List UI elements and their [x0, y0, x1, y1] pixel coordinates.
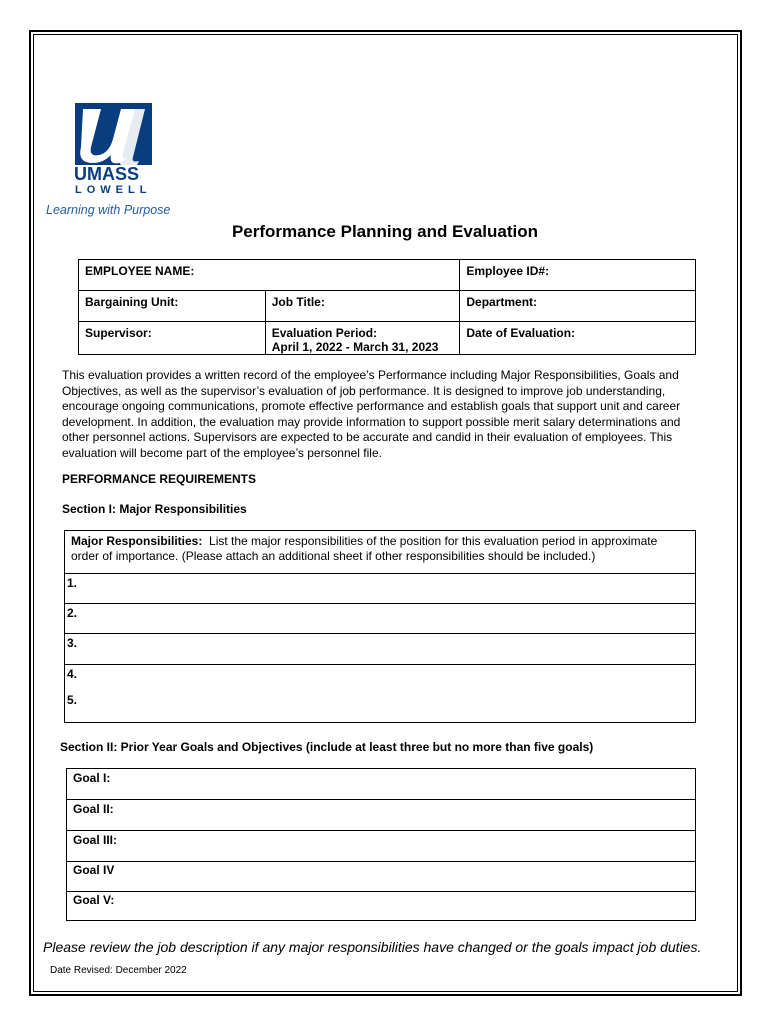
major-responsibilities-box: [64, 530, 696, 723]
responsibility-row-5[interactable]: [65, 691, 695, 722]
goal-row-1[interactable]: Goal I:: [73, 771, 111, 785]
responsibility-number: 3.: [67, 636, 78, 650]
date-revised: Date Revised: December 2022: [50, 965, 187, 976]
logo-mark-icon: [75, 103, 152, 165]
date-of-evaluation-cell[interactable]: Date of Evaluation:: [460, 322, 696, 355]
responsibility-number: 4.: [67, 667, 78, 681]
logo-wordmark: UMASS: [74, 164, 140, 184]
intro-text-line2: order of importance. (Please attach an additional sheet if other responsibilities should be included.): [71, 549, 596, 563]
logo-tagline: Learning with Purpose: [46, 203, 171, 217]
divider: [67, 799, 695, 800]
responsibility-row-2[interactable]: [65, 603, 695, 634]
responsibility-row-3[interactable]: [65, 633, 695, 664]
responsibility-number: 5.: [67, 693, 78, 707]
umass-lowell-logo: [46, 101, 196, 221]
goal-row-2[interactable]: Goal II:: [73, 802, 114, 816]
responsibility-number: 2.: [67, 606, 78, 620]
department-cell[interactable]: Department:: [460, 291, 696, 322]
responsibility-row-4[interactable]: [65, 664, 695, 691]
goals-box: [66, 768, 696, 921]
goal-row-5[interactable]: Goal V:: [73, 893, 115, 907]
employee-info-table: [78, 259, 696, 355]
section-2-heading: Section II: Prior Year Goals and Objectives (include at least three but no more than five goals): [60, 740, 594, 754]
intro-line: development. In addition, the evaluation may provide information to support possible merit salary determinations and: [62, 414, 681, 429]
evaluation-period-label: Evaluation Period:: [271, 326, 378, 340]
intro-line: evaluation will become part of the employee’s personnel file.: [62, 445, 382, 460]
performance-requirements-heading: PERFORMANCE REQUIREMENTS: [62, 472, 257, 486]
major-responsibilities-intro: [71, 534, 689, 564]
footer-note: Please review the job description if any major responsibilities have changed or the goals impact job duties.: [43, 939, 702, 955]
supervisor-cell[interactable]: Supervisor:: [79, 322, 266, 355]
evaluation-period-value: April 1, 2022 - March 31, 2023: [271, 340, 439, 354]
divider: [67, 861, 695, 862]
divider: [67, 830, 695, 831]
section-1-heading: Section I: Major Responsibilities: [62, 502, 247, 516]
intro-line: Objectives, as well as the supervisor’s evaluation of job performance. It is designed to improve job understanding,: [62, 383, 666, 398]
intro-line: encourage ongoing communications, promote effective performance and establish goals that support unit and career: [62, 399, 681, 413]
intro-line: other personnel actions. Supervisors are expected to be accurate and candid in their evaluation of employees. This: [62, 430, 673, 444]
responsibility-number: 1.: [67, 576, 78, 590]
employee-id-cell[interactable]: Employee ID#:: [460, 260, 696, 291]
divider: [67, 891, 695, 892]
responsibility-row-1[interactable]: [65, 573, 695, 604]
page-title: Performance Planning and Evaluation: [231, 222, 539, 241]
job-title-cell[interactable]: Job Title:: [265, 291, 460, 322]
intro-paragraph: [62, 368, 722, 461]
employee-name-cell[interactable]: EMPLOYEE NAME:: [79, 260, 460, 291]
goal-row-4[interactable]: Goal IV: [73, 863, 115, 877]
intro-line: This evaluation provides a written record of the employee’s Performance including Major Responsibilities, Goals and: [62, 368, 679, 382]
goal-row-3[interactable]: Goal III:: [73, 833, 118, 847]
evaluation-period-cell: [265, 322, 460, 355]
major-responsibilities-label: Major Responsibilities:: [71, 534, 203, 548]
bargaining-unit-cell[interactable]: Bargaining Unit:: [79, 291, 266, 322]
logo-subword: LOWELL: [75, 184, 152, 196]
intro-text-line1: List the major responsibilities of the position for this evaluation period in approximate: [202, 534, 658, 548]
